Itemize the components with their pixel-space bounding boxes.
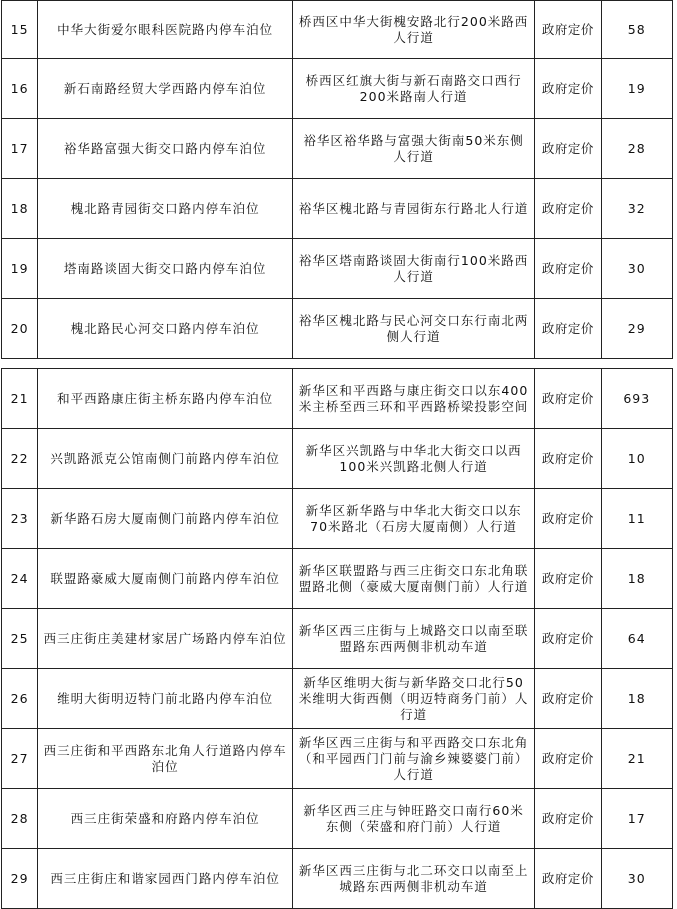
parking-address: 裕华区槐北路与民心河交口东行南北两侧人行道: [292, 299, 534, 359]
parking-address: 新华区兴凯路与中华北大街交口以西100米兴凯路北侧人行道: [292, 429, 534, 489]
parking-table-top: [1, 0, 673, 359]
parking-location: 西三庄街庄美建材家居广场路内停车泊位: [38, 609, 293, 669]
parking-address: 裕华区槐北路与青园街东行路北人行道: [292, 179, 534, 239]
table-row: [2, 549, 673, 609]
pricing-type: 政府定价: [535, 59, 601, 119]
table-row: [2, 179, 673, 239]
pricing-type: 政府定价: [535, 489, 601, 549]
table-row: [2, 789, 673, 849]
table-row: [2, 369, 673, 429]
parking-address: 新华区西三庄街与和平西路交口东北角（和平园西门门前与渝乡辣婆婆门前）人行道: [292, 729, 534, 789]
parking-address: 新华区联盟路与西三庄街交口东北角联盟路北侧（豪威大厦南侧门前）人行道: [292, 549, 534, 609]
parking-location: 槐北路民心河交口路内停车泊位: [38, 299, 293, 359]
row-number: 28: [2, 789, 38, 849]
row-number: 27: [2, 729, 38, 789]
pricing-type: 政府定价: [535, 789, 601, 849]
parking-address: 新华区西三庄街与北二环交口以南至上城路东西两侧非机动车道: [292, 849, 534, 909]
pricing-type: 政府定价: [535, 299, 601, 359]
row-number: 21: [2, 369, 38, 429]
parking-location: 裕华路富强大街交口路内停车泊位: [38, 119, 293, 179]
parking-address: 新华区西三庄街与上城路交口以南至联盟路东西两侧非机动车道: [292, 609, 534, 669]
parking-address: 新华区新华路与中华北大街交口以东70米路北（石房大厦南侧）人行道: [292, 489, 534, 549]
table-row: [2, 429, 673, 489]
parking-location: 西三庄街荣盛和府路内停车泊位: [38, 789, 293, 849]
parking-address: 桥西区红旗大街与新石南路交口西行200米路南人行道: [292, 59, 534, 119]
space-count: 28: [601, 119, 672, 179]
row-number: 20: [2, 299, 38, 359]
parking-address: 桥西区中华大街槐安路北行200米路西人行道: [292, 1, 534, 59]
space-count: 29: [601, 299, 672, 359]
row-number: 22: [2, 429, 38, 489]
parking-address: 裕华区裕华路与富强大街南50米东侧人行道: [292, 119, 534, 179]
pricing-type: 政府定价: [535, 729, 601, 789]
table-row: [2, 59, 673, 119]
table-row: [2, 239, 673, 299]
pricing-type: 政府定价: [535, 429, 601, 489]
space-count: 19: [601, 59, 672, 119]
row-number: 23: [2, 489, 38, 549]
pricing-type: 政府定价: [535, 119, 601, 179]
parking-location: 西三庄街和平西路东北角人行道路内停车泊位: [38, 729, 293, 789]
row-number: 15: [2, 1, 38, 59]
space-count: 693: [601, 369, 672, 429]
row-number: 25: [2, 609, 38, 669]
row-number: 24: [2, 549, 38, 609]
pricing-type: 政府定价: [535, 849, 601, 909]
parking-location: 兴凯路派克公馆南侧门前路内停车泊位: [38, 429, 293, 489]
row-number: 17: [2, 119, 38, 179]
space-count: 21: [601, 729, 672, 789]
pricing-type: 政府定价: [535, 669, 601, 729]
parking-location: 槐北路青园街交口路内停车泊位: [38, 179, 293, 239]
row-number: 26: [2, 669, 38, 729]
row-number: 19: [2, 239, 38, 299]
pricing-type: 政府定价: [535, 179, 601, 239]
table-row: [2, 669, 673, 729]
pricing-type: 政府定价: [535, 609, 601, 669]
space-count: 10: [601, 429, 672, 489]
parking-address: 新华区和平西路与康庄街交口以东400米主桥至西三环和平西路桥梁投影空间: [292, 369, 534, 429]
space-count: 30: [601, 239, 672, 299]
parking-address: 新华区维明大街与新华路交口北行50米维明大街西侧（明迈特商务门前）人行道: [292, 669, 534, 729]
space-count: 58: [601, 1, 672, 59]
parking-location: 和平西路康庄街主桥东路内停车泊位: [38, 369, 293, 429]
parking-address: 裕华区塔南路谈固大街南行100米路西人行道: [292, 239, 534, 299]
space-count: 18: [601, 669, 672, 729]
parking-address: 新华区西三庄与钟旺路交口南行60米东侧（荣盛和府门前）人行道: [292, 789, 534, 849]
parking-location: 中华大街爱尔眼科医院路内停车泊位: [38, 1, 293, 59]
space-count: 11: [601, 489, 672, 549]
table-row: [2, 119, 673, 179]
pricing-type: 政府定价: [535, 369, 601, 429]
parking-location: 联盟路豪威大厦南侧门前路内停车泊位: [38, 549, 293, 609]
table-row: [2, 849, 673, 909]
parking-location: 新石南路经贸大学西路内停车泊位: [38, 59, 293, 119]
row-number: 18: [2, 179, 38, 239]
space-count: 30: [601, 849, 672, 909]
row-number: 29: [2, 849, 38, 909]
space-count: 17: [601, 789, 672, 849]
space-count: 32: [601, 179, 672, 239]
parking-location: 西三庄街庄和谐家园西门路内停车泊位: [38, 849, 293, 909]
space-count: 64: [601, 609, 672, 669]
parking-location: 新华路石房大厦南侧门前路内停车泊位: [38, 489, 293, 549]
pricing-type: 政府定价: [535, 239, 601, 299]
parking-table-bottom: [1, 368, 673, 909]
table-row: [2, 729, 673, 789]
table-row: [2, 299, 673, 359]
space-count: 18: [601, 549, 672, 609]
table-row: [2, 1, 673, 59]
pricing-type: 政府定价: [535, 549, 601, 609]
table-row: [2, 609, 673, 669]
pricing-type: 政府定价: [535, 1, 601, 59]
row-number: 16: [2, 59, 38, 119]
table-row: [2, 489, 673, 549]
parking-location: 塔南路谈固大街交口路内停车泊位: [38, 239, 293, 299]
parking-location: 维明大街明迈特门前北路内停车泊位: [38, 669, 293, 729]
